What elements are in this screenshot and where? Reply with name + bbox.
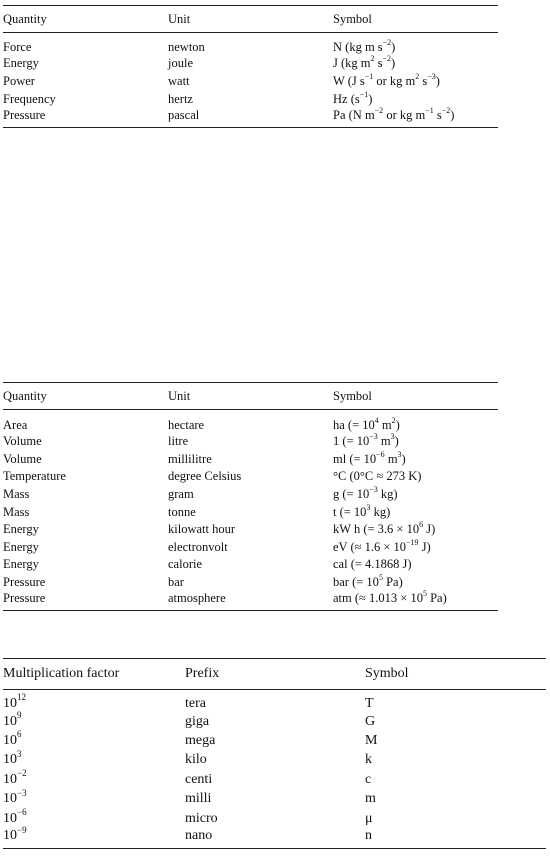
table-cell: nano	[185, 828, 213, 844]
table-cell: gram	[168, 487, 194, 502]
table-row	[3, 55, 498, 73]
table-cell: $10^{12}$	[3, 692, 26, 711]
table-row	[3, 539, 498, 557]
table-row	[3, 770, 546, 789]
table-cell: atm (≈ $1.013 \times 10^5$ Pa)	[333, 589, 447, 606]
table-cell: watt	[168, 74, 190, 89]
table-cell: Mass	[3, 487, 30, 502]
column-header: Multiplication factor	[3, 659, 185, 690]
table-cell: Mass	[3, 504, 30, 519]
table-cell: bar	[168, 575, 184, 590]
table-cell: Power	[3, 74, 35, 89]
table-body	[3, 690, 546, 849]
table-cell: Pressure	[3, 575, 46, 590]
table-cell: $10^6$	[3, 729, 22, 749]
table-row	[3, 73, 498, 91]
table-cell: Volume	[3, 434, 42, 449]
table-cell: calorie	[168, 557, 203, 572]
column-header: Prefix	[185, 659, 365, 690]
table-row	[3, 591, 498, 611]
table-cell: °C (0°C ≈ 273 K)	[333, 469, 422, 484]
table-cell: mega	[185, 733, 216, 749]
table-cell: cal (= 4.1868 J)	[333, 557, 412, 572]
table-row	[3, 712, 546, 731]
table-cell: Energy	[3, 56, 39, 71]
table-row	[3, 433, 498, 451]
table-cell: degree Celsius	[168, 469, 242, 484]
table-cell: $10^{-9}$	[3, 824, 27, 844]
table-cell: n	[365, 828, 372, 844]
table-row	[3, 451, 498, 469]
table-cell: M	[365, 733, 378, 749]
table-row	[3, 91, 498, 109]
table-cell: hertz	[168, 91, 193, 106]
table-cell: 1 (= $10^{-3}$ $m^3$)	[333, 432, 399, 449]
table-row	[3, 556, 498, 574]
table-header-row	[3, 659, 546, 690]
table-cell: joule	[168, 56, 193, 71]
table-cell: Energy	[3, 557, 39, 572]
table-cell: bar (= $10^5$ Pa)	[333, 572, 403, 590]
column-header: Unit	[168, 383, 333, 410]
table-cell: millilitre	[168, 451, 212, 466]
table-cell: centi	[185, 771, 213, 787]
table-cell: newton	[168, 40, 205, 54]
table-cell: kilowatt hour	[168, 522, 236, 537]
table-cell: micro	[185, 810, 218, 826]
table-row	[3, 486, 498, 504]
table-cell: $10^{-2}$	[3, 768, 27, 787]
table-cell: T	[365, 696, 374, 711]
table-row	[3, 828, 546, 849]
table-cell: milli	[185, 791, 212, 807]
table-cell: t (= $10^3$ kg)	[333, 502, 391, 519]
table-cell: N (kg m $s^{-2}$)	[333, 37, 396, 54]
table-cell: Frequency	[3, 91, 56, 106]
table-row	[3, 503, 498, 521]
table-cell: pascal	[168, 108, 200, 123]
table-cell: electronvolt	[168, 539, 228, 554]
table-cell: Pa (N $m^{-2}$ or kg $m^{-1}$ $s^{-2}$)	[333, 106, 455, 123]
column-header: Symbol	[365, 659, 546, 690]
si-prefixes-table	[3, 658, 546, 849]
column-header: Symbol	[333, 383, 498, 410]
table-cell: m	[365, 791, 376, 807]
table-cell: eV (≈ $1.6 \times 10^{-19}$ J)	[333, 537, 431, 554]
table-header-row	[3, 6, 498, 33]
table-cell: $10^{-3}$	[3, 787, 27, 807]
table-cell: tera	[185, 696, 206, 711]
table-row	[3, 108, 498, 128]
table-cell: Pressure	[3, 108, 46, 123]
table-row	[3, 33, 498, 56]
table-cell: kilo	[185, 752, 207, 768]
table-cell: Hz $(s^{-1})$	[333, 89, 373, 106]
si-derived-units-table	[3, 5, 498, 128]
table-row	[3, 790, 546, 809]
table-cell: μ	[365, 810, 373, 826]
table-cell: W (J $s^{-1}$ or kg $m^2$ $s^{-3}$)	[333, 72, 440, 89]
table-header-row	[3, 383, 498, 410]
table-cell: c	[365, 771, 372, 787]
table-cell: J (kg $m^2$ $s^{-2}$)	[333, 54, 396, 71]
non-si-units-table	[3, 382, 498, 611]
column-header: Symbol	[333, 6, 498, 33]
table-cell: Volume	[3, 451, 42, 466]
table-cell: Energy	[3, 539, 39, 554]
table-cell: litre	[168, 434, 189, 449]
table-row	[3, 731, 546, 750]
table-cell: kW h (= $3.6 \times 10^6$ J)	[333, 520, 436, 537]
table-cell: ml (= $10^{-6}$ $m^3$)	[333, 449, 406, 466]
table-cell: ha (= $10^4$ $m^2$)	[333, 415, 400, 432]
table-cell: giga	[185, 713, 210, 729]
table-cell: Temperature	[3, 469, 66, 484]
table-row	[3, 690, 546, 713]
column-header: Quantity	[3, 6, 168, 33]
table-cell: atmosphere	[168, 591, 226, 606]
table-cell: hectare	[168, 418, 205, 432]
table-cell: Energy	[3, 522, 39, 537]
table-cell: Force	[3, 40, 32, 54]
column-header: Quantity	[3, 383, 168, 410]
table-cell: $10^{-6}$	[3, 806, 27, 826]
table-body	[3, 33, 498, 128]
table-row	[3, 751, 546, 770]
table-cell: k	[365, 752, 372, 768]
table-row	[3, 410, 498, 434]
table-cell: g (= $10^{-3}$ kg)	[333, 484, 398, 502]
table-cell: $10^9$	[3, 710, 22, 729]
table-cell: tonne	[168, 504, 196, 519]
table-body	[3, 410, 498, 611]
table-cell: Pressure	[3, 591, 46, 606]
table-cell: G	[365, 713, 376, 729]
table-cell: Area	[3, 418, 28, 432]
table-row	[3, 521, 498, 539]
column-header: Unit	[168, 6, 333, 33]
table-cell: $10^3$	[3, 748, 22, 768]
table-row	[3, 468, 498, 486]
table-row	[3, 809, 546, 828]
